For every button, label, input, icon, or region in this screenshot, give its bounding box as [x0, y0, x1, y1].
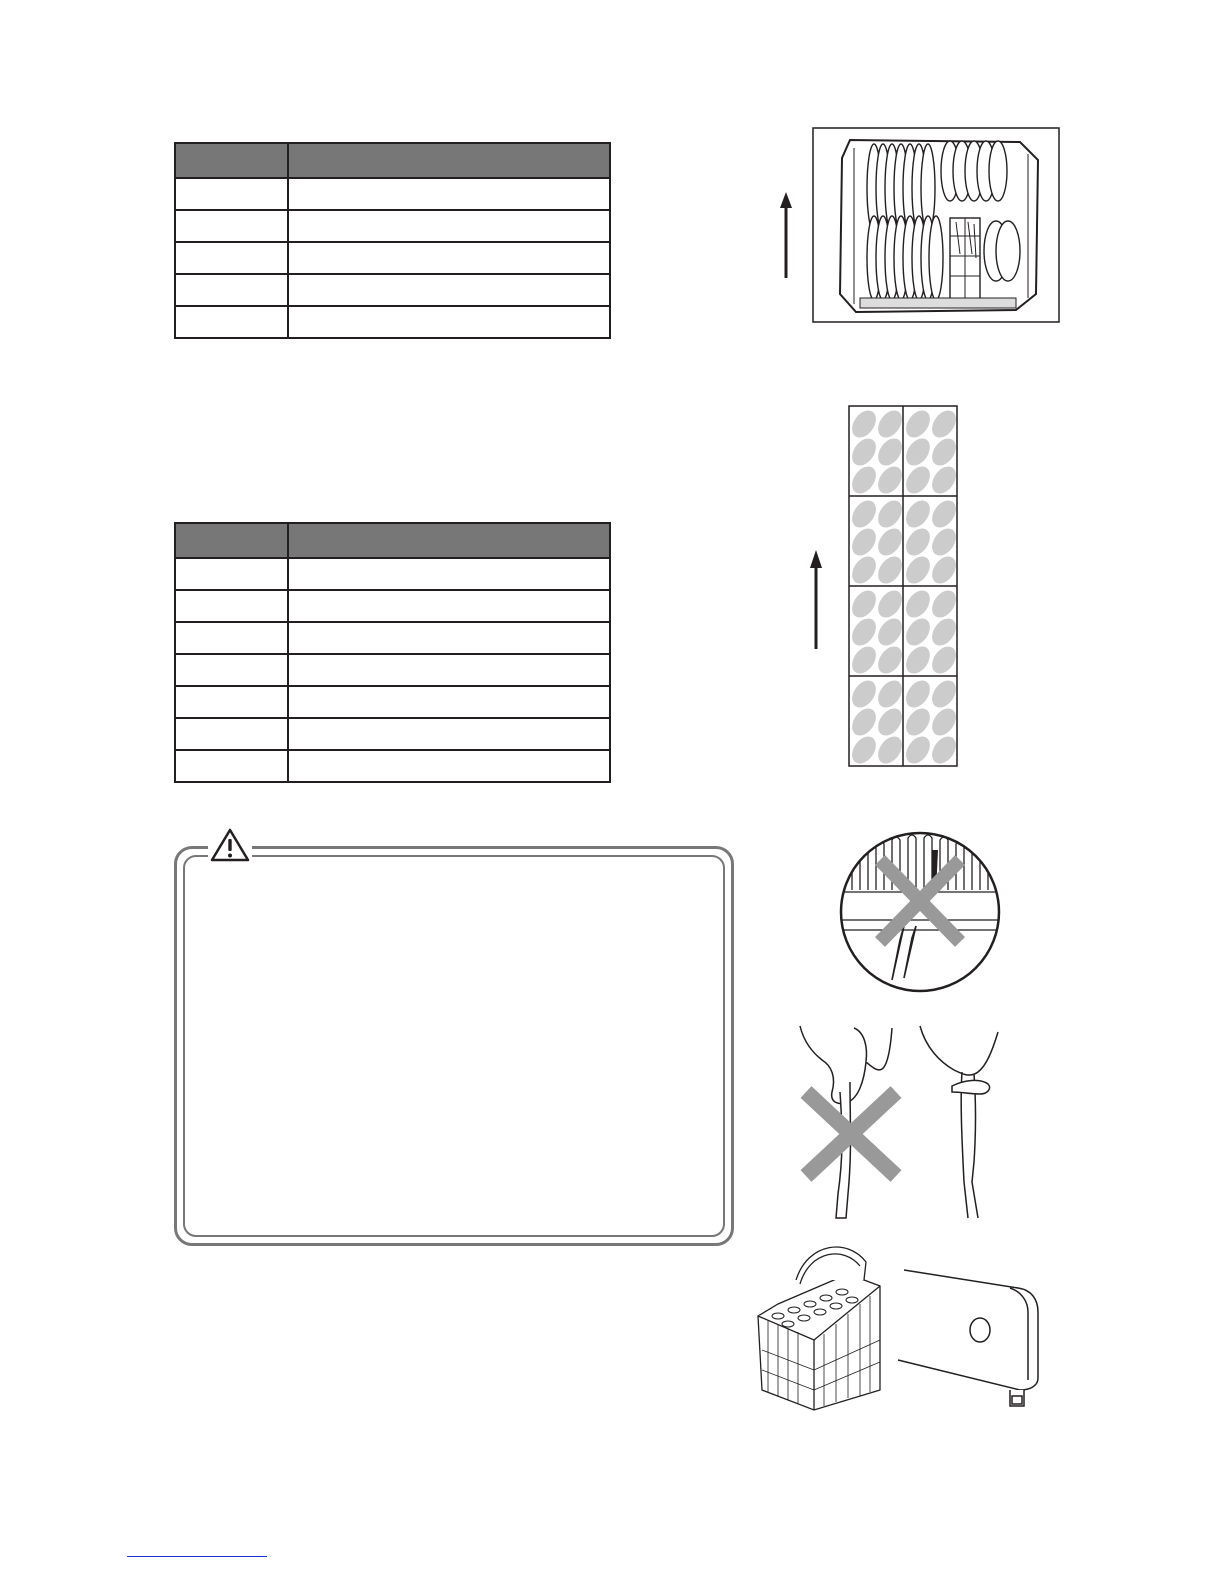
- table-row: [175, 654, 610, 686]
- table-cell: [288, 558, 610, 590]
- upper-basket-table: [174, 142, 611, 339]
- table-cell: [288, 654, 610, 686]
- table-cell: [288, 590, 610, 622]
- warning-box: [174, 846, 734, 1246]
- table-header-cell: [288, 523, 610, 558]
- table-header-cell: [288, 143, 610, 178]
- table-cell: [288, 750, 610, 782]
- table-cell: [288, 274, 610, 306]
- table-cell: [175, 558, 288, 590]
- table-cell: [288, 210, 610, 242]
- table-cell: [288, 686, 610, 718]
- footer-link-underline: [127, 1556, 267, 1557]
- table-header-row: [175, 523, 610, 558]
- table-cell: [175, 718, 288, 750]
- table-row: [175, 306, 610, 338]
- lower-basket-loading-figure: [770, 126, 1062, 326]
- holding-knife-prohibited-figure: [792, 1022, 1032, 1222]
- table-row: [175, 590, 610, 622]
- table-cell: [175, 750, 288, 782]
- direction-arrow-icon: [780, 192, 792, 278]
- warning-box-inner-border: [183, 855, 725, 1237]
- table-row: [175, 210, 610, 242]
- table-cell: [175, 274, 288, 306]
- table-row: [175, 558, 610, 590]
- cutlery-basket-layout-figure: [800, 404, 962, 768]
- table-header-cell: [175, 143, 288, 178]
- table-cell: [288, 242, 610, 274]
- knives-through-rack-prohibited-figure: [834, 830, 1006, 994]
- table-row: [175, 686, 610, 718]
- cutlery-basket-and-arm-figure: [748, 1240, 1044, 1412]
- table-row: [175, 718, 610, 750]
- table-cell: [175, 242, 288, 274]
- table-cell: [175, 590, 288, 622]
- table-row: [175, 622, 610, 654]
- table-cell: [175, 178, 288, 210]
- table-cell: [175, 306, 288, 338]
- table-cell: [288, 178, 610, 210]
- warning-triangle-icon: [208, 826, 252, 864]
- table-cell: [175, 686, 288, 718]
- table-header-cell: [175, 523, 288, 558]
- direction-arrow-icon: [810, 550, 822, 649]
- table-row: [175, 178, 610, 210]
- table-cell: [288, 622, 610, 654]
- table-cell: [288, 718, 610, 750]
- table-row: [175, 750, 610, 782]
- table-cell: [175, 654, 288, 686]
- table-cell: [288, 306, 610, 338]
- table-cell: [175, 622, 288, 654]
- cutlery-basket-table: [174, 522, 611, 783]
- table-header-row: [175, 143, 610, 178]
- table-row: [175, 274, 610, 306]
- table-row: [175, 242, 610, 274]
- table-cell: [175, 210, 288, 242]
